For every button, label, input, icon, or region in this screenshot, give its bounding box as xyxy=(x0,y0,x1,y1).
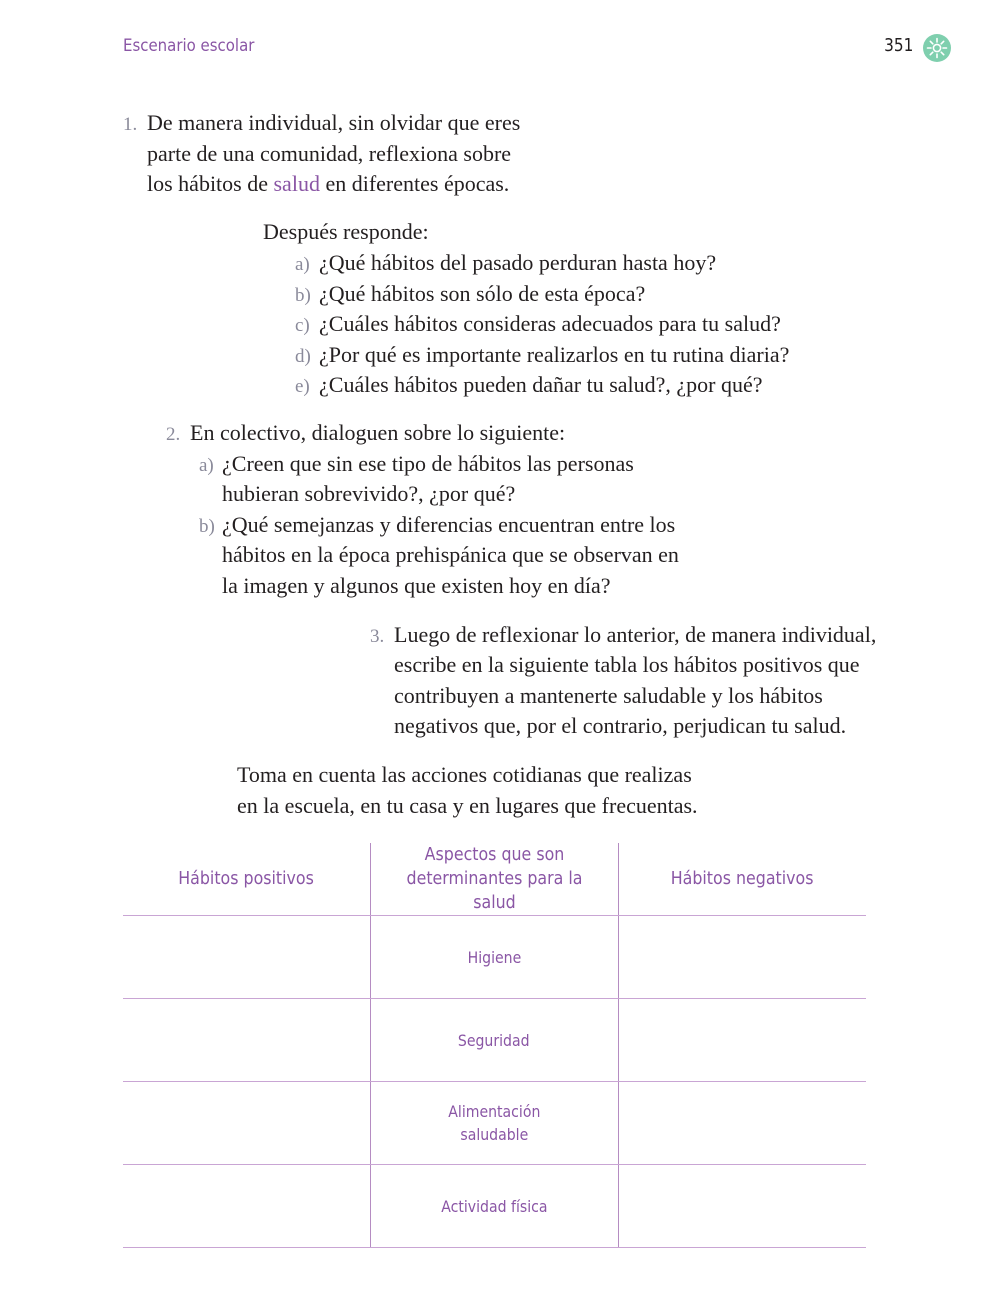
activity-3-number: 3. xyxy=(370,626,385,647)
activity-3-note-line-1: Toma en cuenta las acciones cotidianas que realizas xyxy=(237,762,692,787)
aspect-cell: Seguridad xyxy=(370,999,618,1082)
sun-icon xyxy=(923,34,951,62)
aspect-cell: Higiene xyxy=(370,916,618,999)
table-row xyxy=(123,999,866,1082)
question-2b-letter: b) xyxy=(199,516,215,537)
question-1e-letter: e) xyxy=(295,376,310,397)
question-1b-letter: b) xyxy=(295,285,311,306)
positive-habit-cell[interactable] xyxy=(123,1165,370,1248)
activity-1-line-1: De manera individual, sin olvidar que eres xyxy=(147,110,521,135)
salud-term: salud xyxy=(273,171,320,196)
activity-3-line-1: Luego de reflexionar lo anterior, de manera individual, xyxy=(394,622,877,647)
negative-habit-cell[interactable] xyxy=(618,916,866,999)
positive-habit-cell[interactable] xyxy=(123,916,370,999)
question-1a: ¿Qué hábitos del pasado perduran hasta hoy? xyxy=(319,250,717,275)
positive-habit-cell[interactable] xyxy=(123,999,370,1082)
question-2b-line-3: la imagen y algunos que existen hoy en día? xyxy=(222,573,611,598)
activity-3-line-4: negativos que, por el contrario, perjudican tu salud. xyxy=(394,713,847,738)
table-header-row xyxy=(123,843,866,916)
activity-1-line-3: los hábitos de salud en diferentes épocas. xyxy=(147,171,510,196)
activity-3-line-2: escribe en la siguiente tabla los hábitos positivos que xyxy=(394,652,860,677)
table-row xyxy=(123,1165,866,1248)
activity-3-line-3: contribuyen a mantenerte saludable y los hábitos xyxy=(394,683,823,708)
negative-habit-cell[interactable] xyxy=(618,1082,866,1165)
habits-table xyxy=(123,843,866,1248)
header-positive-habits: Hábitos positivos xyxy=(123,843,370,916)
activity-3-note-line-2: en la escuela, en tu casa y en lugares que frecuentas. xyxy=(237,793,698,818)
question-1a-letter: a) xyxy=(295,254,310,275)
page-number: 351 xyxy=(883,35,913,56)
question-1c: ¿Cuáles hábitos consideras adecuados para tu salud? xyxy=(319,311,781,336)
question-1d-letter: d) xyxy=(295,346,311,367)
question-2a-letter: a) xyxy=(199,455,214,476)
question-1c-letter: c) xyxy=(295,315,310,336)
table-row xyxy=(123,916,866,999)
activity-1-intro: Después responde: xyxy=(263,219,429,244)
table-row xyxy=(123,1082,866,1165)
header-health-aspects: Aspectos que son determinantes para la salud xyxy=(370,843,618,916)
question-2b-line-1: ¿Qué semejanzas y diferencias encuentran entre los xyxy=(222,512,676,537)
activity-2-number: 2. xyxy=(166,424,181,445)
question-1e: ¿Cuáles hábitos pueden dañar tu salud?, ¿por qué? xyxy=(319,372,763,397)
question-2a-line-2: hubieran sobrevivido?, ¿por qué? xyxy=(222,481,516,506)
positive-habit-cell[interactable] xyxy=(123,1082,370,1165)
question-1b: ¿Qué hábitos son sólo de esta época? xyxy=(319,281,646,306)
aspect-cell: Actividad física xyxy=(370,1165,618,1248)
negative-habit-cell[interactable] xyxy=(618,1165,866,1248)
aspect-cell: Alimentación saludable xyxy=(370,1082,618,1165)
negative-habit-cell[interactable] xyxy=(618,999,866,1082)
section-title: Escenario escolar xyxy=(123,36,255,56)
question-1d: ¿Por qué es importante realizarlos en tu rutina diaria? xyxy=(319,342,790,367)
question-2a-line-1: ¿Creen que sin ese tipo de hábitos las personas xyxy=(222,451,634,476)
activity-2-intro: En colectivo, dialoguen sobre lo siguiente: xyxy=(190,420,566,445)
header-negative-habits: Hábitos negativos xyxy=(618,843,866,916)
activity-1-line-2: parte de una comunidad, reflexiona sobre xyxy=(147,141,512,166)
activity-1-number: 1. xyxy=(123,114,138,135)
question-2b-line-2: hábitos en la época prehispánica que se observan en xyxy=(222,542,679,567)
